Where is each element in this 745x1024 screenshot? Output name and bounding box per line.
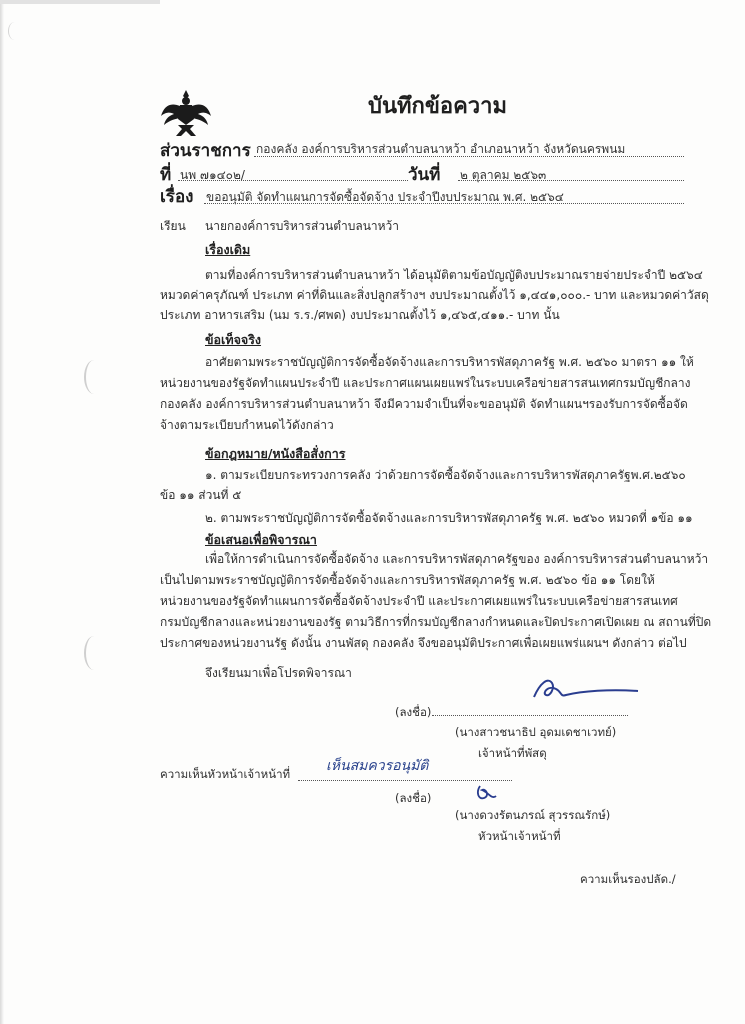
salutation-value: นายกองค์การบริหารส่วนตำบลนาหว้า bbox=[205, 219, 400, 233]
law-heading: ข้อกฎหมาย/หนังสือสั่งการ bbox=[205, 446, 346, 461]
footer-note: ความเห็นรองปลัด./ bbox=[580, 872, 676, 886]
background-line: หมวดค่าครุภัณฑ์ ประเภท ค่าที่ดินและสิ่งปลูกสร้างฯ งบประมาณตั้งไว้ ๑,๔๔๑,๐๐๐.- บาท และหมวดค่าวัสดุ bbox=[160, 288, 709, 302]
proposal-line: เป็นไปตามพระราชบัญญัติการจัดซื้อจัดจ้างและการบริหารพัสดุภาครัฐ พ.ศ. ๒๕๖๐ ข้อ ๑๑ โดยให้ bbox=[160, 573, 655, 587]
punch-hole-mark bbox=[84, 636, 104, 670]
subject-dotted-line bbox=[204, 203, 684, 204]
agency-value: กองคลัง องค์การบริหารส่วนตำบลนาหว้า อำเภอนาหว้า จังหวัดนครพนม bbox=[256, 142, 626, 156]
proposal-line: เพื่อให้การดำเนินการจัดซื้อจัดจ้าง และการบริหารพัสดุภาครัฐของ องค์การบริหารส่วนตำบลนาหว้า bbox=[205, 552, 709, 566]
garuda-emblem-icon bbox=[160, 88, 212, 138]
signature-scribble bbox=[472, 780, 500, 808]
signature2-name: (นางดวงรัตนภรณ์ สุวรรณรักษ์) bbox=[455, 808, 611, 822]
date-dotted-line bbox=[458, 180, 684, 181]
document-title: บันทึกข้อความ bbox=[368, 93, 508, 119]
subject-label: เรื่อง bbox=[160, 187, 194, 207]
signature2-label: (ลงชื่อ) bbox=[395, 791, 432, 805]
background-line: ตามที่องค์การบริหารส่วนตำบลนาหว้า ได้อนุมัติตามข้อบัญญัติงบประมาณรายจ่ายประจำปี ๒๕๖๔ bbox=[205, 268, 703, 282]
background-line: ประเภท อาหารเสริม (นม ร.ร./ศพด) งบประมาณตั้งไว้ ๑,๔๖๕,๔๑๑.- บาท นั้น bbox=[160, 308, 560, 322]
proposal-heading: ข้อเสนอเพื่อพิจารณา bbox=[205, 532, 317, 547]
law-line: ๒. ตามพระราชบัญญัติการจัดซื้อจัดจ้างและการบริหารพัสดุภาครัฐ พ.ศ. ๒๕๖๐ หมวดที่ ๑ข้อ ๑๑ bbox=[205, 511, 693, 525]
background-heading: เรื่องเดิม bbox=[205, 242, 251, 257]
proposal-line: กรมบัญชีกลางและหน่วยงานของรัฐ ตามวิธีการที่กรมบัญชีกลางกำหนดและปิดประกาศเปิดเผย ณ สถานที่ปิด bbox=[160, 615, 712, 629]
corner-mark bbox=[8, 22, 21, 40]
facts-line: อาศัยตามพระราชบัญญัติการจัดซื้อจัดจ้างและการบริหารพัสดุภาครัฐ พ.ศ. ๒๕๖๐ มาตรา ๑๑ ให้ bbox=[205, 355, 694, 369]
signature1-name: (นางสาวชนาธิป อุดมเดชาเวทย์) bbox=[455, 725, 617, 739]
facts-line: หน่วยงานของรัฐจัดทำแผนประจำปี และประกาศแผนเผยแพร่ในระบบเครือข่ายสารสนเทศกรมบัญชีกลาง bbox=[160, 376, 691, 390]
opinion-label: ความเห็นหัวหน้าเจ้าหน้าที่ bbox=[160, 767, 291, 781]
punch-hole-mark bbox=[84, 360, 104, 394]
opinion-handwritten: เห็นสมควรอนุมัติ bbox=[326, 758, 429, 774]
agency-dotted-line bbox=[254, 156, 684, 157]
proposal-line: ประกาศของหน่วยงานรัฐ ดังนั้น งานพัสดุ กองคลัง จึงขออนุมัติประกาศเพื่อเผยแพร่แผนฯ ดังกล่าว ต่อไป bbox=[160, 636, 687, 650]
signature-scribble bbox=[530, 673, 642, 707]
subject-value: ขออนุมัติ จัดทำแผนการจัดซื้อจัดจ้าง ประจำปีงบประมาณ พ.ศ. ๒๕๖๔ bbox=[206, 190, 564, 204]
law-line: ๑. ตามระเบียบกระทรวงการคลัง ว่าด้วยการจัดซื้อจัดจ้างและการบริหารพัสดุภาครัฐพ.ศ.๒๕๖๐ bbox=[205, 468, 686, 482]
salutation-label: เรียน bbox=[160, 219, 186, 233]
signature1-dotted-line bbox=[432, 715, 628, 716]
facts-heading: ข้อเท็จจริง bbox=[205, 332, 262, 347]
ref-dotted-line bbox=[178, 180, 408, 181]
ref-value: นพ ๗๑๔๐๒/ bbox=[180, 168, 245, 182]
ref-label: ที่ bbox=[160, 165, 172, 185]
law-line: ข้อ ๑๑ ส่วนที่ ๕ bbox=[160, 488, 242, 502]
signature2-position: หัวหน้าเจ้าหน้าที่ bbox=[478, 829, 561, 843]
page-top-edge bbox=[0, 0, 160, 4]
closing-text: จึงเรียนมาเพื่อโปรดพิจารณา bbox=[205, 666, 352, 680]
facts-line: กองคลัง องค์การบริหารส่วนตำบลนาหว้า จึงมีความจำเป็นที่จะขออนุมัติ จัดทำแผนฯรองรับการจัดซื้อจัด bbox=[160, 397, 688, 411]
facts-line: จ้างตามระเบียบกำหนดไว้ดังกล่าว bbox=[160, 418, 334, 432]
signature1-position: เจ้าหน้าที่พัสดุ bbox=[478, 746, 547, 760]
agency-label: ส่วนราชการ bbox=[160, 141, 251, 161]
signature1-label: (ลงชื่อ) bbox=[395, 705, 432, 719]
page-edge-shadow bbox=[0, 0, 4, 1024]
date-value: ๒ ตุลาคม ๒๕๖๓ bbox=[460, 168, 547, 182]
proposal-line: หน่วยงานของรัฐจัดทำแผนการจัดซื้อจัดจ้างประจำปี และประกาศเผยแพร่ในระบบเครือข่ายสารสนเทศ bbox=[160, 594, 678, 608]
date-label: วันที่ bbox=[408, 165, 441, 185]
